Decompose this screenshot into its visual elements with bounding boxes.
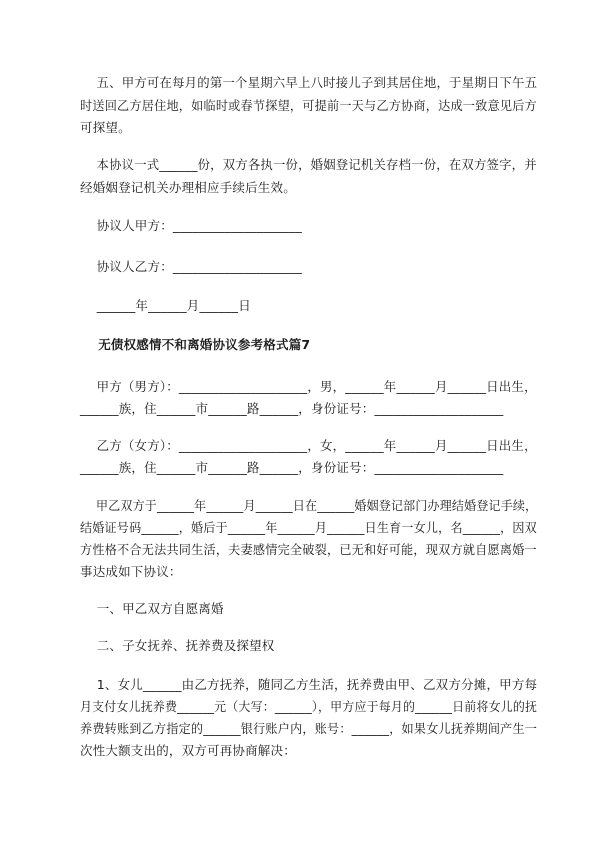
paragraph-line: 养费转账到乙方指定的______银行账户内，账号：______，如果女儿抚养期间产生一 xyxy=(80,721,538,736)
date-line: ______年______月______日 xyxy=(80,298,251,313)
paragraph-line: 事达成如下协议： xyxy=(80,564,182,579)
paragraph-line: 结婚证号码______，婚后于______年______月______日生育一女儿，名______，因双 xyxy=(80,520,537,535)
section-heading: 无债权感情不和离婚协议参考格式篇7 xyxy=(80,337,311,352)
paragraph-line: 次性大额支出的，双方可再协商解决： xyxy=(80,743,296,758)
paragraph-line: 方性格不合无法共同生活，夫妻感情完全破裂，已无和好可能，现双方就自愿离婚一 xyxy=(80,542,537,557)
paragraph-line: 时送回乙方居住地，如临时或春节探望，可提前一天与乙方协商，达成一致意见后方 xyxy=(80,98,537,113)
signature-line-party-b: 协议人乙方：____________________ xyxy=(80,259,302,274)
paragraph-line: 月支付女儿抚养费______元（大写：______），甲方应于每月的______日前将女儿的抚 xyxy=(80,699,538,714)
paragraph-line: ______族，住______市______路______，身份证号：____________________ xyxy=(80,460,504,475)
clause-heading: 二、子女抚养、抚养费及探望权 xyxy=(80,638,275,653)
signature-line-party-a: 协议人甲方：____________________ xyxy=(80,218,302,233)
paragraph-line: 本协议一式______份，双方各执一份，婚姻登记机关存档一份，在双方签字，并 xyxy=(80,157,537,172)
paragraph-line: 五、甲方可在每月的第一个星期六早上八时接儿子到其居住地，于星期日下午五 xyxy=(80,75,538,90)
clause-heading: 一、甲乙双方自愿离婚 xyxy=(80,601,224,616)
paragraph-line: 1、女儿______由乙方抚养，随同乙方生活，抚养费由甲、乙双方分摊，甲方每 xyxy=(80,677,538,692)
paragraph-line: 经婚姻登记机关办理相应手续后生效。 xyxy=(80,180,296,195)
paragraph-line: 甲方（男方）：____________________，男，______年______月______日出生， xyxy=(80,379,537,394)
paragraph-line: 乙方（女方）：____________________，女，______年______月______日出生， xyxy=(80,438,537,453)
paragraph-line: ______族，住______市______路______，身份证号：____________________ xyxy=(80,401,504,416)
paragraph-line: 甲乙双方于______年______月______日在______婚姻登记部门办理结婚登记手续， xyxy=(80,498,538,513)
paragraph-line: 可探望。 xyxy=(80,120,131,135)
